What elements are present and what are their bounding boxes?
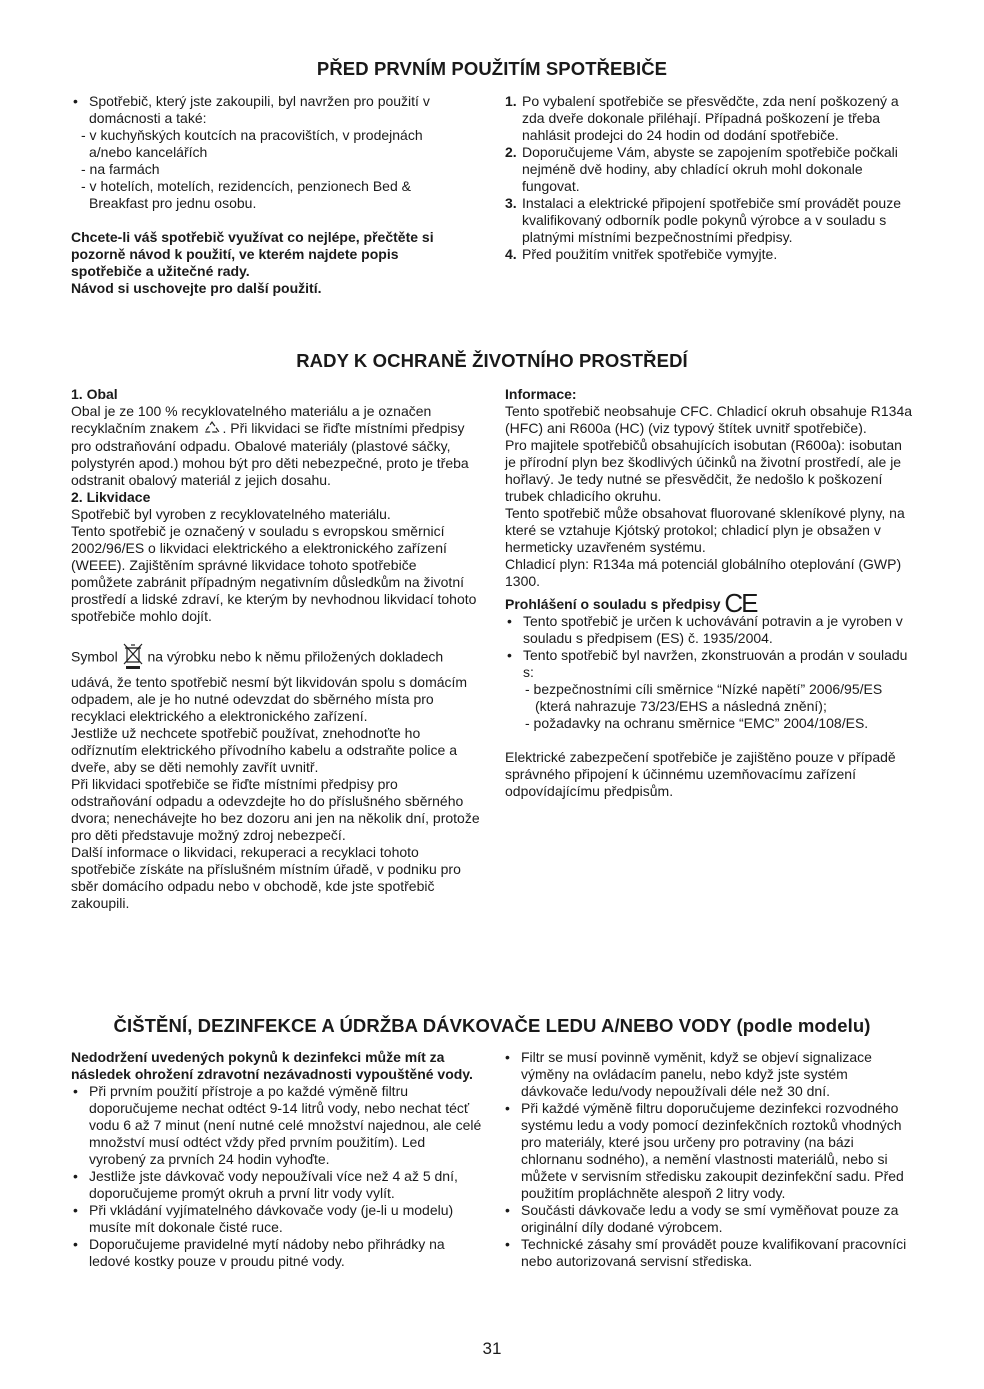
bullet-item: • Technické zásahy smí provádět pouze kvalifikovaní pracovníci nebo autorizovaná servisní střediska. [503,1236,915,1270]
bullet-item: • Součásti dávkovače ledu a vody se smí vyměňovat pouze za originální díly dodané výrobcem. [503,1202,915,1236]
disposal-paragraph: Spotřebič byl vyroben z recyklovatelného materiálu. [71,506,391,523]
numbered-item [505,246,917,263]
electrical-safety-paragraph: Elektrické zabezpečení spotřebiče je zajištěno pouze v případě správného připojení k účinnému uzemňovacímu zařízení odpovídajícímu předpisům. [505,749,896,799]
recycle-icon [202,420,222,438]
section2-left-column [71,386,481,912]
item-number: 4. [505,246,517,262]
sub-item: - bezpečnostními cíli směrnice “Nízké napětí” 2006/95/ES (která nahrazuje 73/23/EHS a následná znění); [525,681,883,714]
bullet-item: • Při prvním použití přístroje a po každé výměně filtru doporučujeme nechat odtéct 9-14 litrů vody, nebo nechat técť vodu 6 až 7 minut (není nutné celé množství najednou, ale celé množství musí odtéct vždy před prvním použitím). Led vyrobený za prvních 24 hodin vyhoďte. [71,1083,483,1168]
bold-warning: Nedodržení uvedených pokynů k dezinfekci může mít za následek ohrožení zdravotní nezávadnosti vypouštěné vody. [71,1049,473,1082]
section1-left-column [71,93,466,297]
bullet-item: • Spotřebič, který jste zakoupili, byl navržen pro použití v domácnosti a také: [71,93,466,127]
disposal-paragraph: Jestliže už nechcete spotřebič používat, znehodnoťte ho odříznutím elektrického přívodního kabelu a odstraňte police a dveře, aby se děti nemohly zavřít uvnitř. [71,725,458,776]
packaging-text-b: . Při likvidaci se řiďte místními předpisy pro odstraňování odpadu. Obalové materiály (plastové sáčky, polystyrén apod.) mohou být pro děti nebezpečné, proto je třeba odstranit obalový materiál z jejich dosahu. [71,420,469,489]
item-text: Instalaci a elektrické připojení spotřebiče smí provádět pouze kvalifikovaný odborník podle pokynů výrobce a v souladu s platnými místními bezpečnostními předpisy. [522,195,901,245]
subheading-packaging: 1. Obal [71,386,118,402]
sub-item: - na farmách [81,161,160,177]
bullet-item: • Doporučujeme pravidelné mytí nádoby nebo přihrádky na ledové kostky pouze v proudu pitné vody. [71,1236,483,1270]
info-paragraph: Tento spotřebič neobsahuje CFC. Chladicí okruh obsahuje R134a (HFC) ani R600a (HC) (viz typový štítek uvnitř spotřebiče). [505,403,913,436]
weee-paragraph [71,642,481,725]
numbered-item [505,195,917,246]
item-number: 3. [505,195,517,211]
section1-right-column [505,93,917,263]
item-text: Před použitím vnitřek spotřebiče vymyjte. [522,246,778,262]
section3-left-column [71,1049,483,1270]
item-text: Po vybalení spotřebiče se přesvědčte, zda není poškozený a zda dveře dokonale přiléhají. Případná poškození je třeba nahlásit prodejci do 24 hodin od dodání spotřebiče. [522,93,899,143]
declaration-heading [505,588,913,618]
page-number: 31 [482,1339,502,1358]
info-paragraph: Tento spotřebič může obsahovat fluorované skleníkové plyny, na které se vztahuje Kjótský protokol; chladicí plyn je obsažen v hermeticky uzavřeném systému. [505,505,905,555]
disposal-paragraph: Další informace o likvidaci, rekuperaci a recyklaci tohoto spotřebiče získáte na příslušném místním úřadě, v podniku pro sběr domácího odpadu nebo v obchodě, kde jste spotřebič zakoupili. [71,844,461,912]
bold-note: Chcete-li váš spotřebič využívat co nejlépe, přečtěte si pozorně návod k použití, ve kterém najdete popis spotřebiče a užitečné rady. [71,229,434,279]
disposal-paragraph: Tento spotřebič je označený v souladu s evropskou směrnicí 2002/96/ES o likvidaci elektrického a elektronického zařízení (WEEE). Zajištěním správné likvidace tohoto spotřebiče pomůžete zabránit případným negativním důsledkům na životní prostředí a lidské zdraví, ke kterým by nevhodnou likvidací tohoto spotřebiče mohlo dojít. [71,523,477,625]
ce-mark-icon: CE [724,588,757,618]
packaging-paragraph [71,403,481,489]
bullet-item: • Při vkládání vyjímatelného dávkovače vody (je-li u modelu) musíte mít dokonale čisté ruce. [71,1202,483,1236]
numbered-item [505,93,917,144]
sub-item: - v kuchyňských koutcích na pracovištích, v prodejnách a/nebo kancelářích [81,127,423,160]
disposal-paragraph: Při likvidaci spotřebiče se řiďte místními předpisy pro odstraňování odpadu a odevzdejte ho do příslušného sběrného dvora; nenechávejte ho bez dozoru ani jen na několik dní, protože pro děti představuje možný zdroj nebezpečí. [71,776,480,844]
item-text: Doporučujeme Vám, abyste se zapojením spotřebiče počkali nejméně dvě hodiny, aby chladící okruh mohl dokonale fungovat. [522,144,898,194]
section-title-cleaning: ČIŠTĚNÍ, DEZINFEKCE A ÚDRŽBA DÁVKOVAČE LEDU A/NEBO VODY (podle modelu) [113,1015,871,1036]
bullet-item: • Tento spotřebič byl navržen, zkonstruován a prodán v souladu s: [505,647,913,681]
section2-right-column [505,386,913,800]
sub-item: - požadavky na ochranu směrnice “EMC” 2004/108/ES. [525,715,869,731]
numbered-item [505,144,917,195]
item-number: 1. [505,93,517,109]
subheading-disposal: 2. Likvidace [71,489,151,506]
bullet-item: • Jestliže jste dávkovač vody nepoužívali více než 4 až 5 dní, doporučujeme promýt okruh a první litr vody vylít. [71,1168,483,1202]
item-number: 2. [505,144,517,160]
section-title-before-first-use: PŘED PRVNÍM POUŽITÍM SPOTŘEBIČE [316,58,668,79]
bullet-item: • Filtr se musí povinně vyměnit, když se objeví signalizace výměny na ovládacím panelu, nebo když jste systém dávkovače ledu/vody nepoužívali déle než 30 dní. [503,1049,915,1100]
declaration-heading-text: Prohlášení o souladu s předpisy [505,596,721,612]
section-title-environment: RADY K OCHRANĚ ŽIVOTNÍHO PROSTŘEDÍ [296,350,688,371]
symbol-text-b: na výrobku nebo k němu přiložených dokladech udává, že tento spotřebič nesmí být likvidován spolu s domácím odpadem, ale je ho nutné odevzdat do sběrného místa pro recyklaci elektrického a elektronického zařízení. [71,649,468,725]
info-paragraph: Pro majitele spotřebičů obsahujících isobutan (R600a): isobutan je přírodní plyn bez škodlivých účinků na životní prostředí, ale je hořlavý. Je tedy nutné se přesvědčit, že nedošlo k poškození trubek chladicího okruhu. [505,437,902,504]
symbol-text-a: Symbol [71,649,118,665]
info-paragraph: Chladicí plyn: R134a má potenciál globálního oteplování (GWP) 1300. [505,556,902,589]
crossed-bin-icon [122,642,144,674]
sub-item: - v hotelích, motelích, rezidencích, penzionech Bed & Breakfast pro jednu osobu. [81,178,411,211]
bullet-item: • Tento spotřebič je určen k uchovávání potravin a je vyroben v souladu s předpisem (ES) č. 1935/2004. [505,613,913,647]
packaging-text-a: Obal je ze 100 % recyklovatelného materiálu a je označen recyklačním znakem [71,403,432,436]
subheading-information: Informace: [505,386,577,402]
section3-right-column [503,1049,915,1270]
bullet-item: • Při každé výměně filtru doporučujeme dezinfekci rozvodného systému ledu a vody pomocí dezinfekčních roztoků vhodných pro materiály, které jsou určeny pro potraviny (na bázi chlornanu sodného), a nemění vlastnosti materiálů, nebo si můžete v servisním středisku zakoupit dezinfekční sadu. Před použitím propláchněte alespoň 2 litry vody. [503,1100,915,1202]
bold-note: Návod si uschovejte pro další použití. [71,280,322,296]
